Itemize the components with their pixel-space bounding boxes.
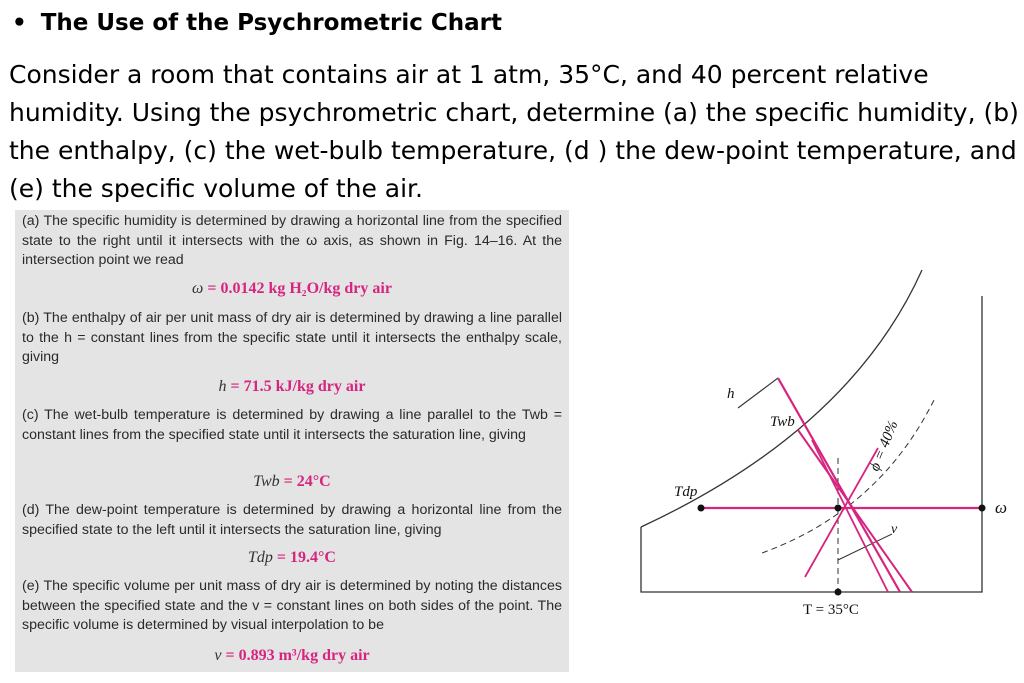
dew-point-label: Tdp	[674, 484, 698, 500]
enthalpy-label: h	[727, 386, 735, 402]
specific-volume-label: v	[891, 522, 898, 537]
part-e-equation: v = 0.893 m³/kg dry air	[214, 647, 370, 664]
part-c-equation: Twb = 24°C	[253, 473, 331, 490]
part-d-text: (d) The dew-point temperature is determined by drawing a horizontal line from the specified state to the left until it intersects the saturation line, giving	[22, 502, 562, 538]
wet-bulb-label: Twb	[770, 414, 795, 430]
part-b-text: (b) The enthalpy of air per unit mass of dry air is determined by drawing a line parallel to the h = constant lines from the specific state until it intersects the enthalpy scale, giving	[22, 310, 562, 365]
temperature-point-marker	[835, 589, 842, 596]
part-a-text: (a) The specific humidity is determined by drawing a horizontal line from the specified state to the right until it intersects with the ω axis, as shown in Fig. 14–16. At the intersection point we read	[22, 213, 562, 268]
chart-frame	[641, 296, 982, 592]
relative-humidity-label: ϕ = 40%	[866, 418, 902, 474]
enthalpy-line	[738, 378, 778, 408]
bullet-icon: •	[12, 10, 27, 36]
problem-statement: Consider a room that contains air at 1 atm, 35°C, and 40 percent relative humidity. Using the psychrometric chart, determine (a) the specific humidity, (b) the enthalpy, (c) the wet-bulb temperature, (d ) the dew-point temperature, and (e) the specific volume of the air.	[9, 60, 1019, 203]
part-a-equation: ω = 0.0142 kg H₂O/kg dry air	[192, 280, 392, 297]
slide-title-text: The Use of the Psychrometric Chart	[40, 10, 502, 36]
wet-bulb-line	[798, 430, 912, 592]
temperature-label: T = 35°C	[803, 602, 859, 618]
part-d-equation: Tdp = 19.4°C	[248, 549, 336, 566]
omega-label: ω	[995, 498, 1008, 517]
part-b-equation: h = 71.5 kJ/kg dry air	[218, 378, 366, 395]
state-point-marker	[835, 505, 842, 512]
part-c-text: (c) The wet-bulb temperature is determined by drawing a line parallel to the Twb = constant lines from the specified state until it intersects the saturation line, giving	[22, 407, 562, 443]
part-e-text: (e) The specific volume per unit mass of dry air is determined by noting the distances between the specified state and the v = constant lines on both sides of the point. The specific volume is determined by visual interpolation to be	[22, 578, 562, 633]
omega-point-marker	[979, 505, 986, 512]
dew-point-marker	[698, 505, 705, 512]
